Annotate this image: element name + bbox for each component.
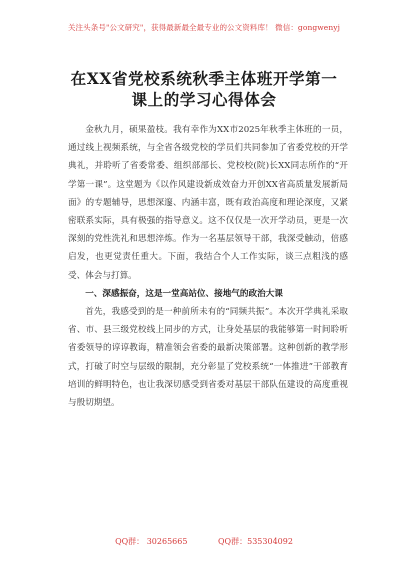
footer-qq-group-1: QQ群： 30265665 [115, 537, 188, 546]
promo-banner: 关注头条号"公文研究"，获得最新最全最专业的公文资料库！ 微信：gongwenyj [67, 23, 341, 32]
paragraph-section-1: 首先，我感受到的是一种前所未有的“同频共振”。本次开学典礼采取省、市、县三级党校线上同步的方式，让身处基层的我能够第一时间聆听省委领导的谆谆教诲，精准领会省委的最新决策部署。这种创新的教学形式，打破了时空与层级的限制，充分彰显了党校系统“一体推进”干部教育培训的鲜明特色，也让我深切感受到省委对基层干部队伍建设的高度重视与殷切期望。 [68, 307, 348, 409]
document-title-line-2: 课上的学习心得体会 [131, 90, 277, 109]
paragraph-intro: 金秋九月，硕果盈枝。我有幸作为XX市2025年秋季主体班的一员，通过线上视频系统，与全省各级党校的学员们共同参加了省委党校的开学典礼，并聆听了省委常委、组织部部长、党校校(院)长XX同志所作的“开学第一课”。这堂题为《以作风建设新成效奋力开创XX省高质量发展新局面》的专题辅导，思想深邃、内涵丰富，既有政治高度和理论深度，又紧密联系实际，具有极强的指导意义。这不仅仅是一次开学动员，更是一次深刻的党性洗礼和思想淬炼。作为一名基层领导干部，我深受触动，倍感启发，也更觉责任重大。下面，我结合个人工作实际，谈三点粗浅的感受、体会与打算。 [68, 125, 348, 281]
footer-contact [0, 536, 408, 547]
document-title-line-1: 在XX省党校系统秋季主体班开学第一 [70, 69, 338, 88]
document-body [68, 121, 348, 412]
section-heading-1: 一、深感振奋，这是一堂高站位、接地气的政治大课 [85, 288, 283, 299]
footer-qq-group-2: QQ群：535304092 [218, 537, 293, 546]
